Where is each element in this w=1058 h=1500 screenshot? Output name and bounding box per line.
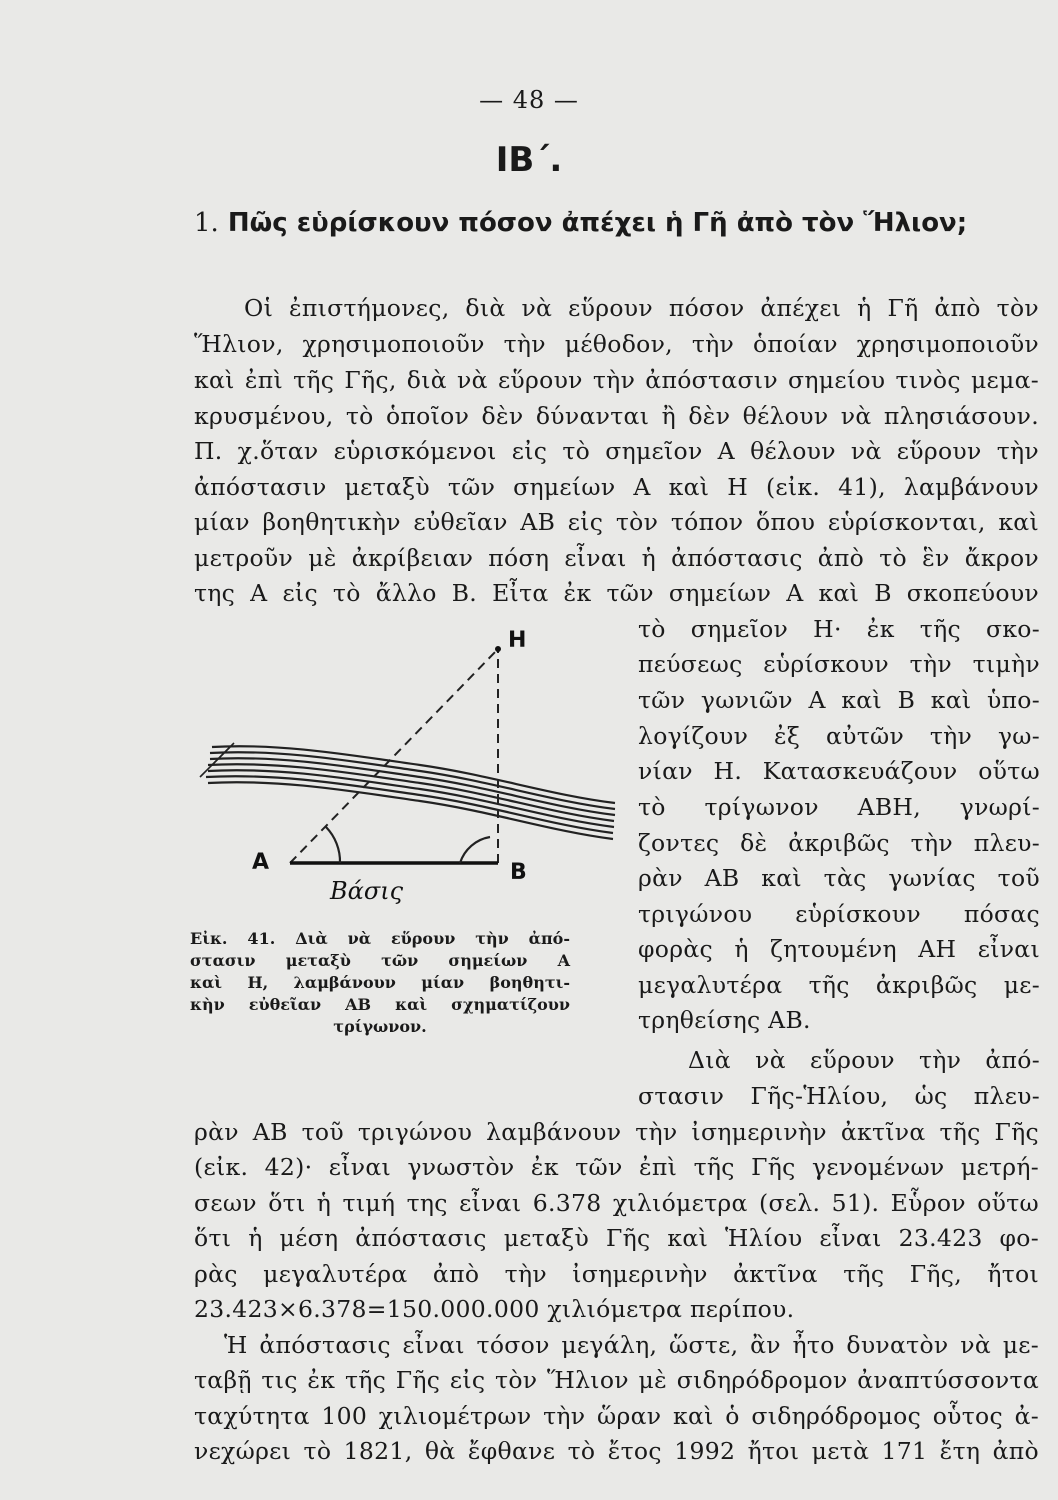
caption-line: στασιν μεταξὺ τῶν σημείων Α (190, 951, 570, 970)
text-line: ρὰν ΑΒ τοῦ τριγώνου λαμβάνουν τὴν ἰσημερινὴν ἀκτῖνα τῆς Γῆς (194, 1118, 1039, 1146)
text-line: στασιν Γῆς-Ἡλίου, ὡς πλευ- (638, 1082, 1040, 1110)
text-line: ταβῇ τις ἐκ τῆς Γῆς εἰς τὸν Ἥλιον μὲ σιδηρόδρομον ἀναπτύσσοντα (194, 1366, 1039, 1394)
text-line: νεχώρει τὸ 1821, θὰ ἔφθανε τὸ ἔτος 1992 ἤτοι μετὰ 171 ἔτη ἀπὸ (194, 1437, 1039, 1465)
text-line: φορὰς ἡ ζητουμένη ΑΗ εἶναι (638, 935, 1040, 963)
river-bank-strokes (200, 743, 234, 777)
text-line: 23.423×6.378=150.000.000 χιλιόμετρα περίπου. (194, 1295, 795, 1323)
text-line: τριγώνου εὑρίσκουν πόσας (638, 900, 1040, 928)
text-line: Π. χ.ὅταν εὑρισκόμενοι εἰς τὸ σημεῖον Α θέλουν νὰ εὕρουν τὴν (194, 437, 1039, 465)
caption-line: Εἰκ. 41. Διὰ νὰ εὕρουν τὴν ἀπό- (190, 929, 570, 948)
text-line: τὸ σημεῖον Η· ἐκ τῆς σκο- (638, 615, 1040, 643)
text-line: λογίζουν ἐξ αὐτῶν τὴν γω- (638, 722, 1040, 750)
river-band (206, 746, 615, 839)
text-line: καὶ ἐπὶ τῆς Γῆς, διὰ νὰ εὕρουν τὴν ἀπόστασιν σημείου τινὸς μεμα- (194, 366, 1039, 394)
text-line: Ἥλιον, χρησιμοποιοῦν τὴν μέθοδον, τὴν ὁποίαν χρησιμοποιοῦν (194, 330, 1039, 358)
text-line: ὅτι ἡ μέση ἀπόστασις μεταξὺ Γῆς καὶ Ἡλίου εἶναι 23.423 φο- (194, 1224, 1039, 1252)
text-line: Διὰ νὰ εὕρουν τὴν ἀπό- (688, 1046, 1040, 1074)
label-A: Α (252, 850, 270, 875)
text-line: ρὰς μεγαλυτέρα ἀπὸ τὴν ἰσημερινὴν ἀκτῖνα τῆς Γῆς, ἤτοι (194, 1260, 1039, 1288)
text-line: ρὰν ΑΒ καὶ τὰς γωνίας τοῦ (638, 864, 1040, 892)
text-line: Ἡ ἀπόστασις εἶναι τόσον μεγάλη, ὥστε, ἂν ἦτο δυνατὸν νὰ με- (224, 1331, 1039, 1359)
figure-caption (190, 928, 570, 1038)
text-line: μετροῦν μὲ ἀκρίβειαν πόση εἶναι ἡ ἀπόστασις ἀπὸ τὸ ἓν ἄκρον (194, 544, 1039, 572)
label-H: Η (508, 628, 527, 653)
text-line: τὸ τρίγωνον ΑΒΗ, γνωρί- (638, 793, 1040, 821)
text-line: Οἱ ἐπιστήμονες, διὰ νὰ εὕρουν πόσον ἀπέχει ἡ Γῆ ἀπὸ τὸν (244, 294, 1039, 322)
text-line: της Α εἰς τὸ ἄλλο Β. Εἶτα ἐκ τῶν σημείων Α καὶ Β σκοπεύουν (194, 579, 1039, 607)
text-line: ἀπόστασιν μεταξὺ τῶν σημείων Α καὶ Η (εἰκ. 41), λαμβάνουν (194, 473, 1039, 501)
caption-line: κὴν εὐθεῖαν ΑΒ καὶ σχηματίζουν (190, 995, 570, 1014)
line-AH (290, 649, 498, 863)
text-line: πεύσεως εὑρίσκουν τὴν τιμὴν (638, 650, 1040, 678)
figure-41-triangle-diagram (190, 615, 630, 925)
text-line: σεων ὅτι ἡ τιμή της εἶναι 6.378 χιλιόμετρα (σελ. 51). Εὗρον οὕτω (194, 1189, 1039, 1217)
chapter-heading: ΙΒ΄. (495, 140, 563, 180)
section-title: Πῶς εὑρίσκουν πόσον ἀπέχει ἡ Γῆ ἀπὸ τὸν Ἥλιον; (227, 208, 968, 238)
caption-line: τρίγωνον. (333, 1017, 427, 1036)
angle-arc-B (460, 837, 490, 863)
label-B: Β (510, 860, 527, 885)
page-number: — 48 — (479, 86, 579, 114)
text-line: τρηθείσης ΑΒ. (638, 1006, 811, 1034)
text-line: μεγαλυτέρα τῆς ἀκριβῶς με- (638, 971, 1040, 999)
text-line: νίαν Η. Κατασκευάζουν οὕτω (638, 757, 1040, 785)
text-line: ταχύτητα 100 χιλιομέτρων τὴν ὥραν καὶ ὁ σιδηρόδρομος οὗτος ἀ- (194, 1402, 1039, 1430)
text-line: ζοντες δὲ ἀκριβῶς τὴν πλευ- (638, 829, 1040, 857)
section-number: 1. (194, 208, 219, 238)
section-heading (194, 208, 1044, 238)
base-label: Βάσις (330, 877, 404, 905)
text-line: (εἰκ. 42)· εἶναι γνωστὸν ἐκ τῶν ἐπὶ τῆς Γῆς γενομένων μετρή- (194, 1153, 1039, 1181)
point-H (495, 646, 501, 652)
text-line: τῶν γωνιῶν Α καὶ Β καὶ ὑπο- (638, 686, 1040, 714)
caption-line: καὶ Η, λαμβάνουν μίαν βοηθητι- (190, 973, 570, 992)
text-line: μίαν βοηθητικὴν εὐθεῖαν ΑΒ εἰς τὸν τόπον ὅπου εὑρίσκονται, καὶ (194, 508, 1039, 536)
text-line: κρυσμένου, τὸ ὁποῖον δὲν δύνανται ἢ δὲν θέλουν νὰ πλησιάσουν. (194, 402, 1039, 430)
angle-arc-A (326, 827, 340, 863)
